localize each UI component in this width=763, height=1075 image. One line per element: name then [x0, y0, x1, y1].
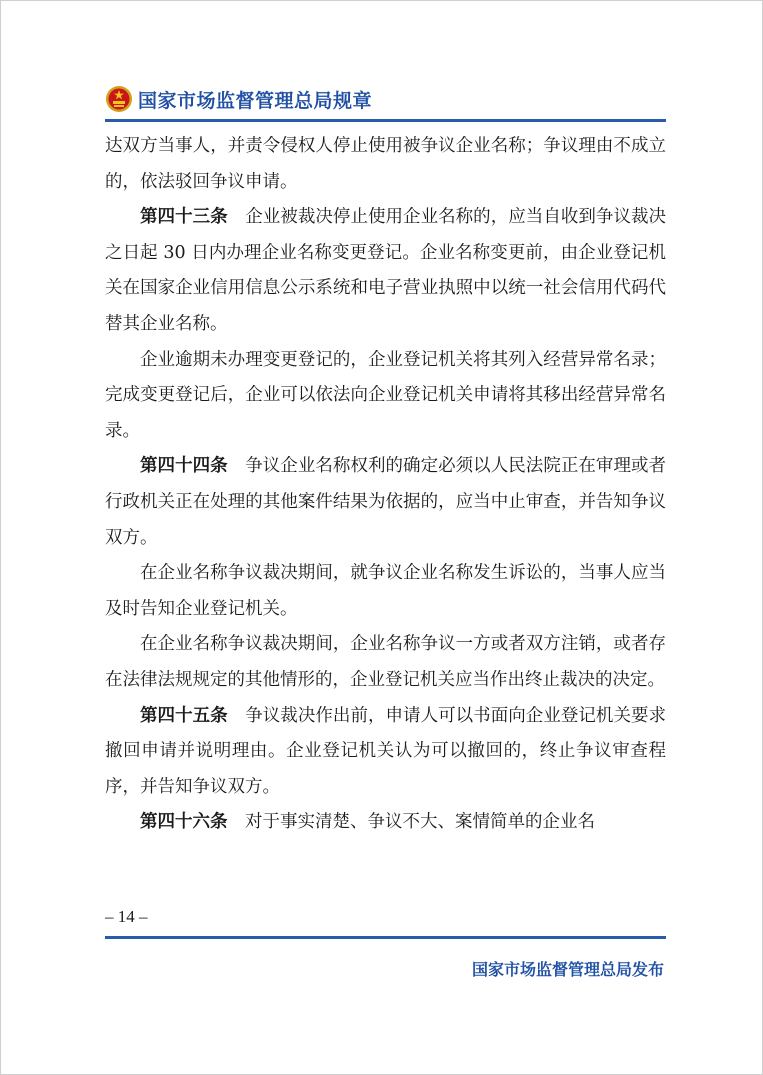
paragraph-article-45 — [105, 699, 666, 806]
article-46-heading: 第四十六条 — [140, 812, 228, 833]
article-44-heading: 第四十四条 — [140, 456, 228, 477]
footer-publisher: 国家市场监督管理总局发布 — [471, 960, 664, 979]
paragraph-3: 企业逾期未办理变更登记的，企业登记机关将其列入经营异常名录；完成变更登记后，企业可以依法向企业登记机关申请将其移出经营异常名录。 — [105, 349, 666, 441]
article-43-text: 企业被裁决停止使用企业名称的，应当自收到争议裁决之日起 30 日内办理企业名称变更登记。企业名称变更前，由企业登记机关在国家企业信用信息公示系统和电子营业执照中以统一社会信用代码代替其企业名称。 — [105, 207, 667, 334]
paragraph-article-46 — [105, 805, 666, 841]
article-46-text: 对于事实清楚、争议不大、案情简单的企业名 — [245, 812, 595, 833]
paragraph-5: 在企业名称争议裁决期间，就争议企业名称发生诉讼的，当事人应当及时告知企业登记机关。 — [105, 563, 666, 619]
article-45-heading: 第四十五条 — [140, 705, 228, 726]
paragraph-article-43 — [105, 200, 666, 342]
header-title: 国家市场监督管理总局规章 — [138, 89, 373, 112]
article-43-heading: 第四十三条 — [140, 207, 228, 228]
page-header — [105, 85, 372, 113]
header-divider — [105, 119, 666, 122]
national-emblem-icon — [105, 85, 133, 113]
paragraph-article-44 — [105, 449, 666, 556]
page-content — [105, 129, 666, 841]
article-44-text: 争议企业名称权利的确定必须以人民法院正在审理或者行政机关正在处理的其他案件结果为依据的，应当中止审查，并告知争议双方。 — [105, 456, 667, 548]
footer-divider — [105, 936, 666, 939]
article-45-text: 争议裁决作出前，申请人可以书面向企业登记机关要求撤回申请并说明理由。企业登记机关认为可以撤回的，终止争议审查程序，并告知争议双方。 — [105, 705, 667, 797]
paragraph-1: 达双方当事人，并责令侵权人停止使用被争议企业名称；争议理由不成立的，依法驳回争议申请。 — [105, 136, 666, 192]
page-number: – 14 – — [105, 907, 148, 926]
paragraph-6: 在企业名称争议裁决期间，企业名称争议一方或者双方注销，或者存在法律法规规定的其他情形的，企业登记机关应当作出终止裁决的决定。 — [105, 634, 666, 690]
